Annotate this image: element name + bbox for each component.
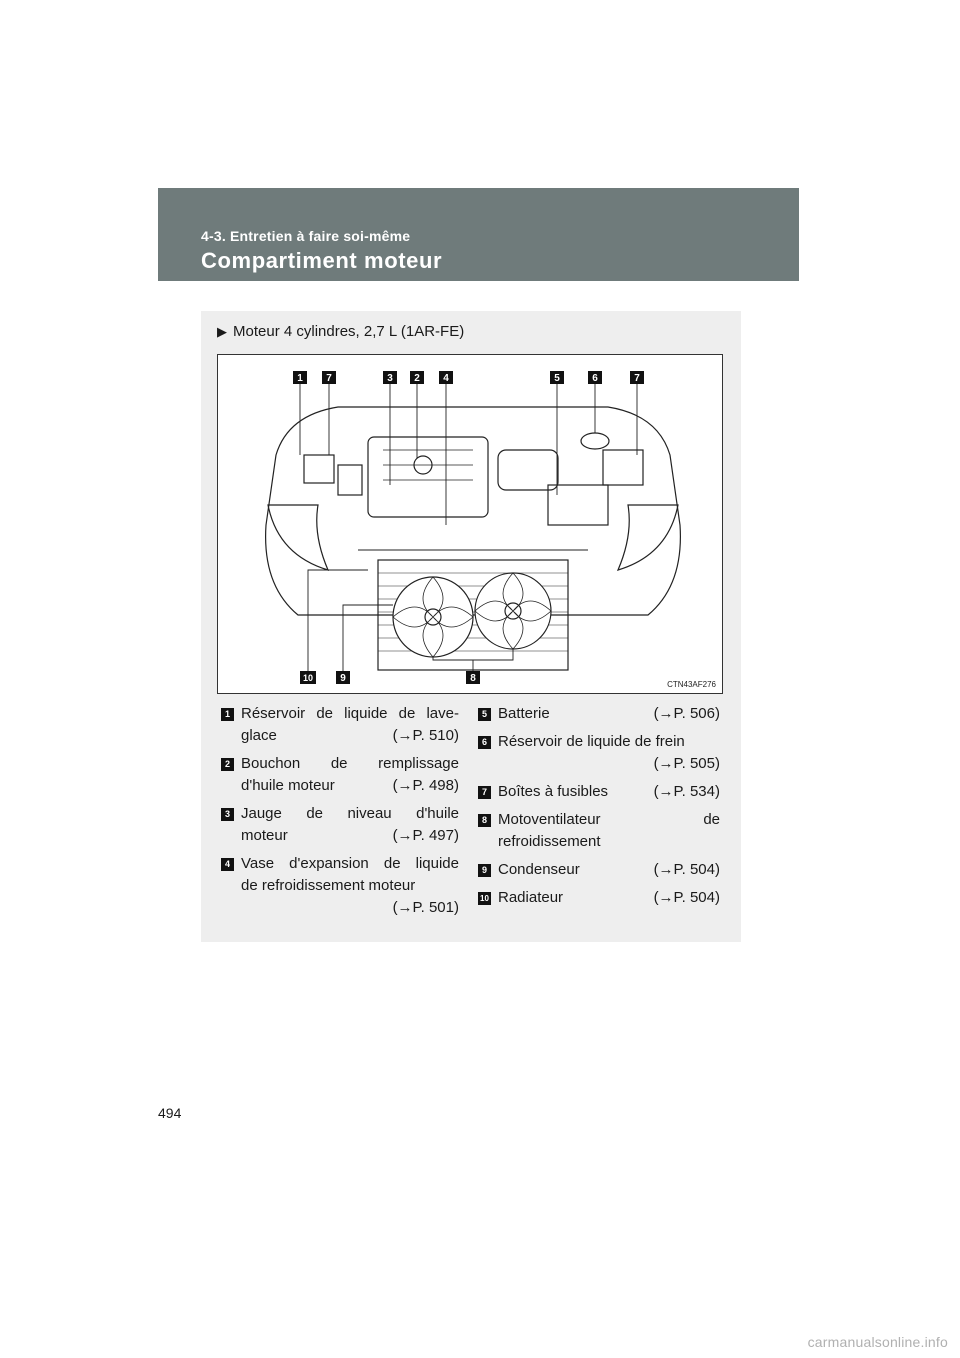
- legend-item-1: [221, 703, 459, 747]
- callout-2: 2: [414, 373, 420, 384]
- page-ref[interactable]: (→P. 497): [392, 827, 459, 844]
- legend-text: glace: [241, 727, 277, 744]
- callout-1: 1: [297, 373, 303, 384]
- triangle-bullet-icon: ▶: [217, 324, 227, 339]
- washer-reservoir: [338, 465, 362, 495]
- legend-text: Radiateur: [498, 889, 564, 906]
- legend-badge: 2: [221, 758, 234, 771]
- body-outline: [266, 407, 681, 615]
- engine-illustration: [217, 354, 723, 694]
- callout-5: 5: [554, 373, 560, 384]
- legend-text: d'huile moteur: [241, 777, 335, 794]
- page-ref[interactable]: (→P. 510): [392, 727, 459, 744]
- callout-8: 8: [470, 673, 476, 684]
- legend-item-2: [221, 753, 459, 797]
- chapter-header: [158, 188, 799, 281]
- callout-7b: 7: [634, 373, 640, 384]
- legend-item-4: [221, 853, 459, 919]
- legend-text: moteur: [241, 827, 288, 844]
- page-ref[interactable]: (→P. 498): [392, 777, 459, 794]
- legend-text: Vase d'expansion de liquide: [241, 855, 459, 872]
- left-headlight: [268, 505, 328, 570]
- legend-badge: 9: [478, 864, 491, 877]
- callout-3: 3: [387, 373, 393, 384]
- engine-block: [368, 437, 488, 517]
- callout-6: 6: [592, 373, 598, 384]
- legend-text: de refroidissement moteur: [241, 877, 416, 894]
- right-headlight: [618, 505, 678, 570]
- page-ref[interactable]: (→P. 506): [653, 705, 720, 722]
- page-ref[interactable]: (→P. 504): [653, 889, 720, 906]
- legend-text: Batterie: [498, 705, 550, 722]
- legend-text: Réservoir de liquide de lave-: [241, 705, 459, 722]
- callout-10: 10: [302, 673, 314, 683]
- watermark: carmanualsonline.info: [807, 1334, 948, 1350]
- legend-text: refroidissement: [498, 833, 601, 850]
- legend-right-column: [478, 703, 720, 915]
- page-number: 494: [158, 1105, 182, 1121]
- legend-text: Bouchon de remplissage: [241, 755, 459, 772]
- legend-badge: 3: [221, 808, 234, 821]
- legend-badge: 8: [478, 814, 491, 827]
- legend-badge: 5: [478, 708, 491, 721]
- legend-item-5: [478, 703, 720, 725]
- legend-text: Réservoir de liquide de frein: [498, 733, 685, 750]
- legend-text: Jauge de niveau d'huile: [241, 805, 459, 822]
- legend-text: Boîtes à fusibles: [498, 783, 609, 800]
- legend-item-3: [221, 803, 459, 847]
- brake-reservoir: [581, 433, 609, 449]
- fuse-box-right: [603, 450, 643, 485]
- callout-7a: 7: [326, 373, 332, 384]
- page-ref[interactable]: (→P. 534): [653, 783, 720, 800]
- legend-item-8: [478, 809, 720, 853]
- engine-variant-label: Moteur 4 cylindres, 2,7 L (1AR-FE): [233, 323, 465, 340]
- page-ref[interactable]: (→P. 504): [653, 861, 720, 878]
- content-panel: [201, 311, 741, 942]
- engine-variant: [217, 323, 464, 340]
- legend-badge: 4: [221, 858, 234, 871]
- air-intake: [498, 450, 558, 490]
- legend-item-6: [478, 731, 720, 775]
- legend-item-7: [478, 781, 720, 803]
- page-ref[interactable]: (→P. 501): [392, 899, 459, 916]
- page-title: Compartiment moteur: [201, 248, 443, 273]
- figure-code: CTN43AF276: [667, 680, 716, 689]
- legend-text: Condenseur: [498, 861, 580, 878]
- legend-badge: 7: [478, 786, 491, 799]
- legend-badge: 10: [478, 892, 491, 905]
- section-label: 4-3. Entretien à faire soi-même: [201, 228, 411, 244]
- legend-item-9: [478, 859, 720, 881]
- callout-4: 4: [443, 373, 449, 384]
- legend-text: Motoventilateur de: [498, 811, 720, 828]
- legend-left-column: [221, 703, 459, 925]
- engine-bay-drawing: [218, 355, 722, 693]
- fuse-box-left: [304, 455, 334, 483]
- legend-item-10: [478, 887, 720, 909]
- callout-9: 9: [340, 673, 346, 684]
- legend-badge: 6: [478, 736, 491, 749]
- legend-badge: 1: [221, 708, 234, 721]
- page-ref[interactable]: (→P. 505): [653, 755, 720, 772]
